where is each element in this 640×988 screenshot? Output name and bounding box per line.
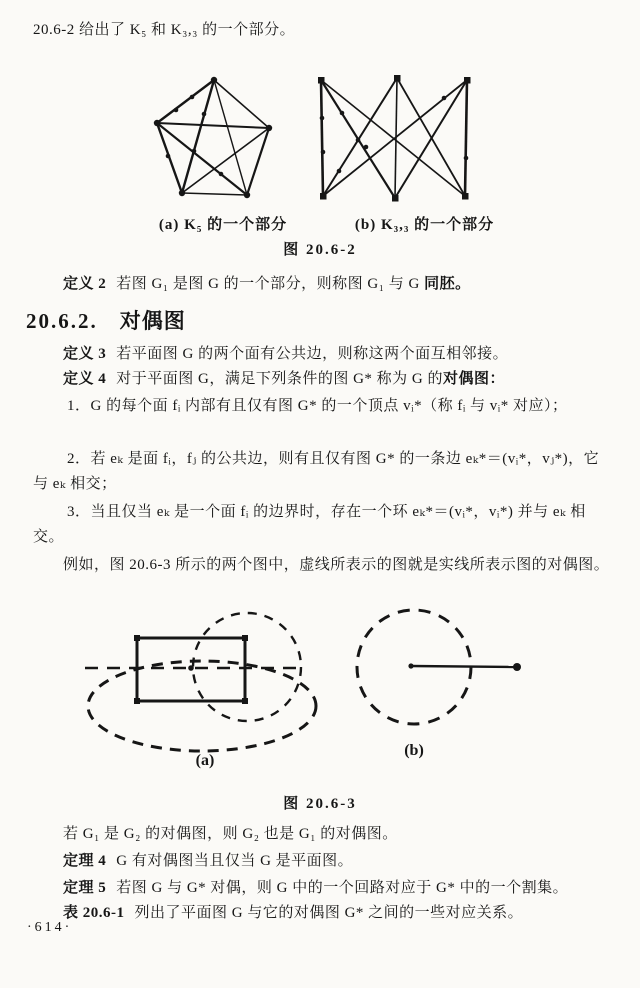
intro-paragraph: 20.6-2 给出了 K₅ 和 K₃,₃ 的一个部分。 xyxy=(33,22,296,38)
definition-2 xyxy=(33,272,611,297)
theorem-5-text: 若图 G 与 G* 对偶，则 G 中的一个回路对应于 G* 中的一个割集。 xyxy=(116,880,569,896)
theorem-5-label: 定理 5 xyxy=(63,880,107,896)
figure-2062-caption-b: (b) K₃,₃ 的一个部分 xyxy=(354,217,495,233)
section-title: 对偶图 xyxy=(119,309,186,333)
definition-4-label: 定义 4 xyxy=(63,371,107,387)
figure-20-6-3 xyxy=(40,602,600,777)
figure-2062-title: 图 20.6-2 xyxy=(283,242,357,258)
primal-b-edge-line xyxy=(411,666,516,667)
primal-b-right-vertex xyxy=(513,663,521,671)
theorem-4-label: 定理 4 xyxy=(63,853,107,869)
definition-4-emphasis: 对偶图： xyxy=(443,371,506,387)
dual-symmetry-paragraph: 若 G₁ 是 G₂ 的对偶图，则 G₂ 也是 G₁ 的对偶图。 xyxy=(63,826,398,842)
definition-3-label: 定义 3 xyxy=(63,346,107,362)
definition-2-emphasis: 同胚。 xyxy=(424,276,471,292)
table-reference-text: 列出了平面图 G 与它的对偶图 G* 之间的一些对应关系。 xyxy=(134,905,524,921)
section-number: 20.6.2. xyxy=(26,309,98,333)
section-heading-2062 xyxy=(26,305,186,335)
figure-2063-caption-b: (b) xyxy=(404,742,424,759)
theorem-4 xyxy=(33,849,611,874)
theorem-5 xyxy=(33,876,611,901)
definition-3 xyxy=(33,342,611,367)
figure-20-6-2 xyxy=(148,72,474,204)
figure-2063-caption-a: (a) xyxy=(195,752,215,769)
definition-4 xyxy=(33,367,611,392)
k5-vertices xyxy=(154,77,272,198)
table-reference-label: 表 20.6-1 xyxy=(63,905,125,921)
table-reference-paragraph xyxy=(33,901,611,926)
definition-2-text: 若图 G₁ 是图 G 的一个部分，则称图 G₁ 与 G xyxy=(116,276,425,292)
figure-2063-title: 图 20.6-3 xyxy=(283,796,357,812)
primal-b-left-vertex xyxy=(408,663,413,668)
k33-subdivision-graph xyxy=(314,72,474,204)
definition-2-label: 定义 2 xyxy=(63,276,107,292)
example-paragraph: 例如，图 20.6-3 所示的两个图中，虚线所表示的图就是实线所表示图的对偶图。 xyxy=(63,557,610,573)
dual-a-center-vertex xyxy=(188,665,194,671)
dual-condition-2: 2．若 eₖ 是面 fᵢ，fⱼ 的公共边，则有且仅有图 G* 的一条边 eₖ*＝(vᵢ*，vⱼ*)，它与 eₖ 相交； xyxy=(33,451,600,492)
k5-subdivision-graph xyxy=(148,72,278,204)
dual-condition-1: 1．G 的每个面 fᵢ 内部有且仅有图 G* 的一个顶点 vᵢ*（称 fᵢ 与 vᵢ* 对应）； xyxy=(67,398,568,414)
theorem-4-text: G 有对偶图当且仅当 G 是平面图。 xyxy=(116,853,354,869)
definition-4-text: 对于平面图 G，满足下列条件的图 G* 称为 G 的 xyxy=(116,371,444,387)
dual-condition-3: 3．当且仅当 eₖ 是一个面 fᵢ 的边界时，存在一个环 eₖ*＝(vᵢ*，vᵢ*) 并与 eₖ 相交。 xyxy=(33,504,586,545)
page-number: ·614· xyxy=(27,920,73,935)
figure-2062-caption-a: (a) K₅ 的一个部分 xyxy=(158,217,288,233)
dual-a-outer-loop-ellipse xyxy=(88,661,316,751)
definition-3-text: 若平面图 G 的两个面有公共边，则称这两个面互相邻接。 xyxy=(116,346,509,362)
